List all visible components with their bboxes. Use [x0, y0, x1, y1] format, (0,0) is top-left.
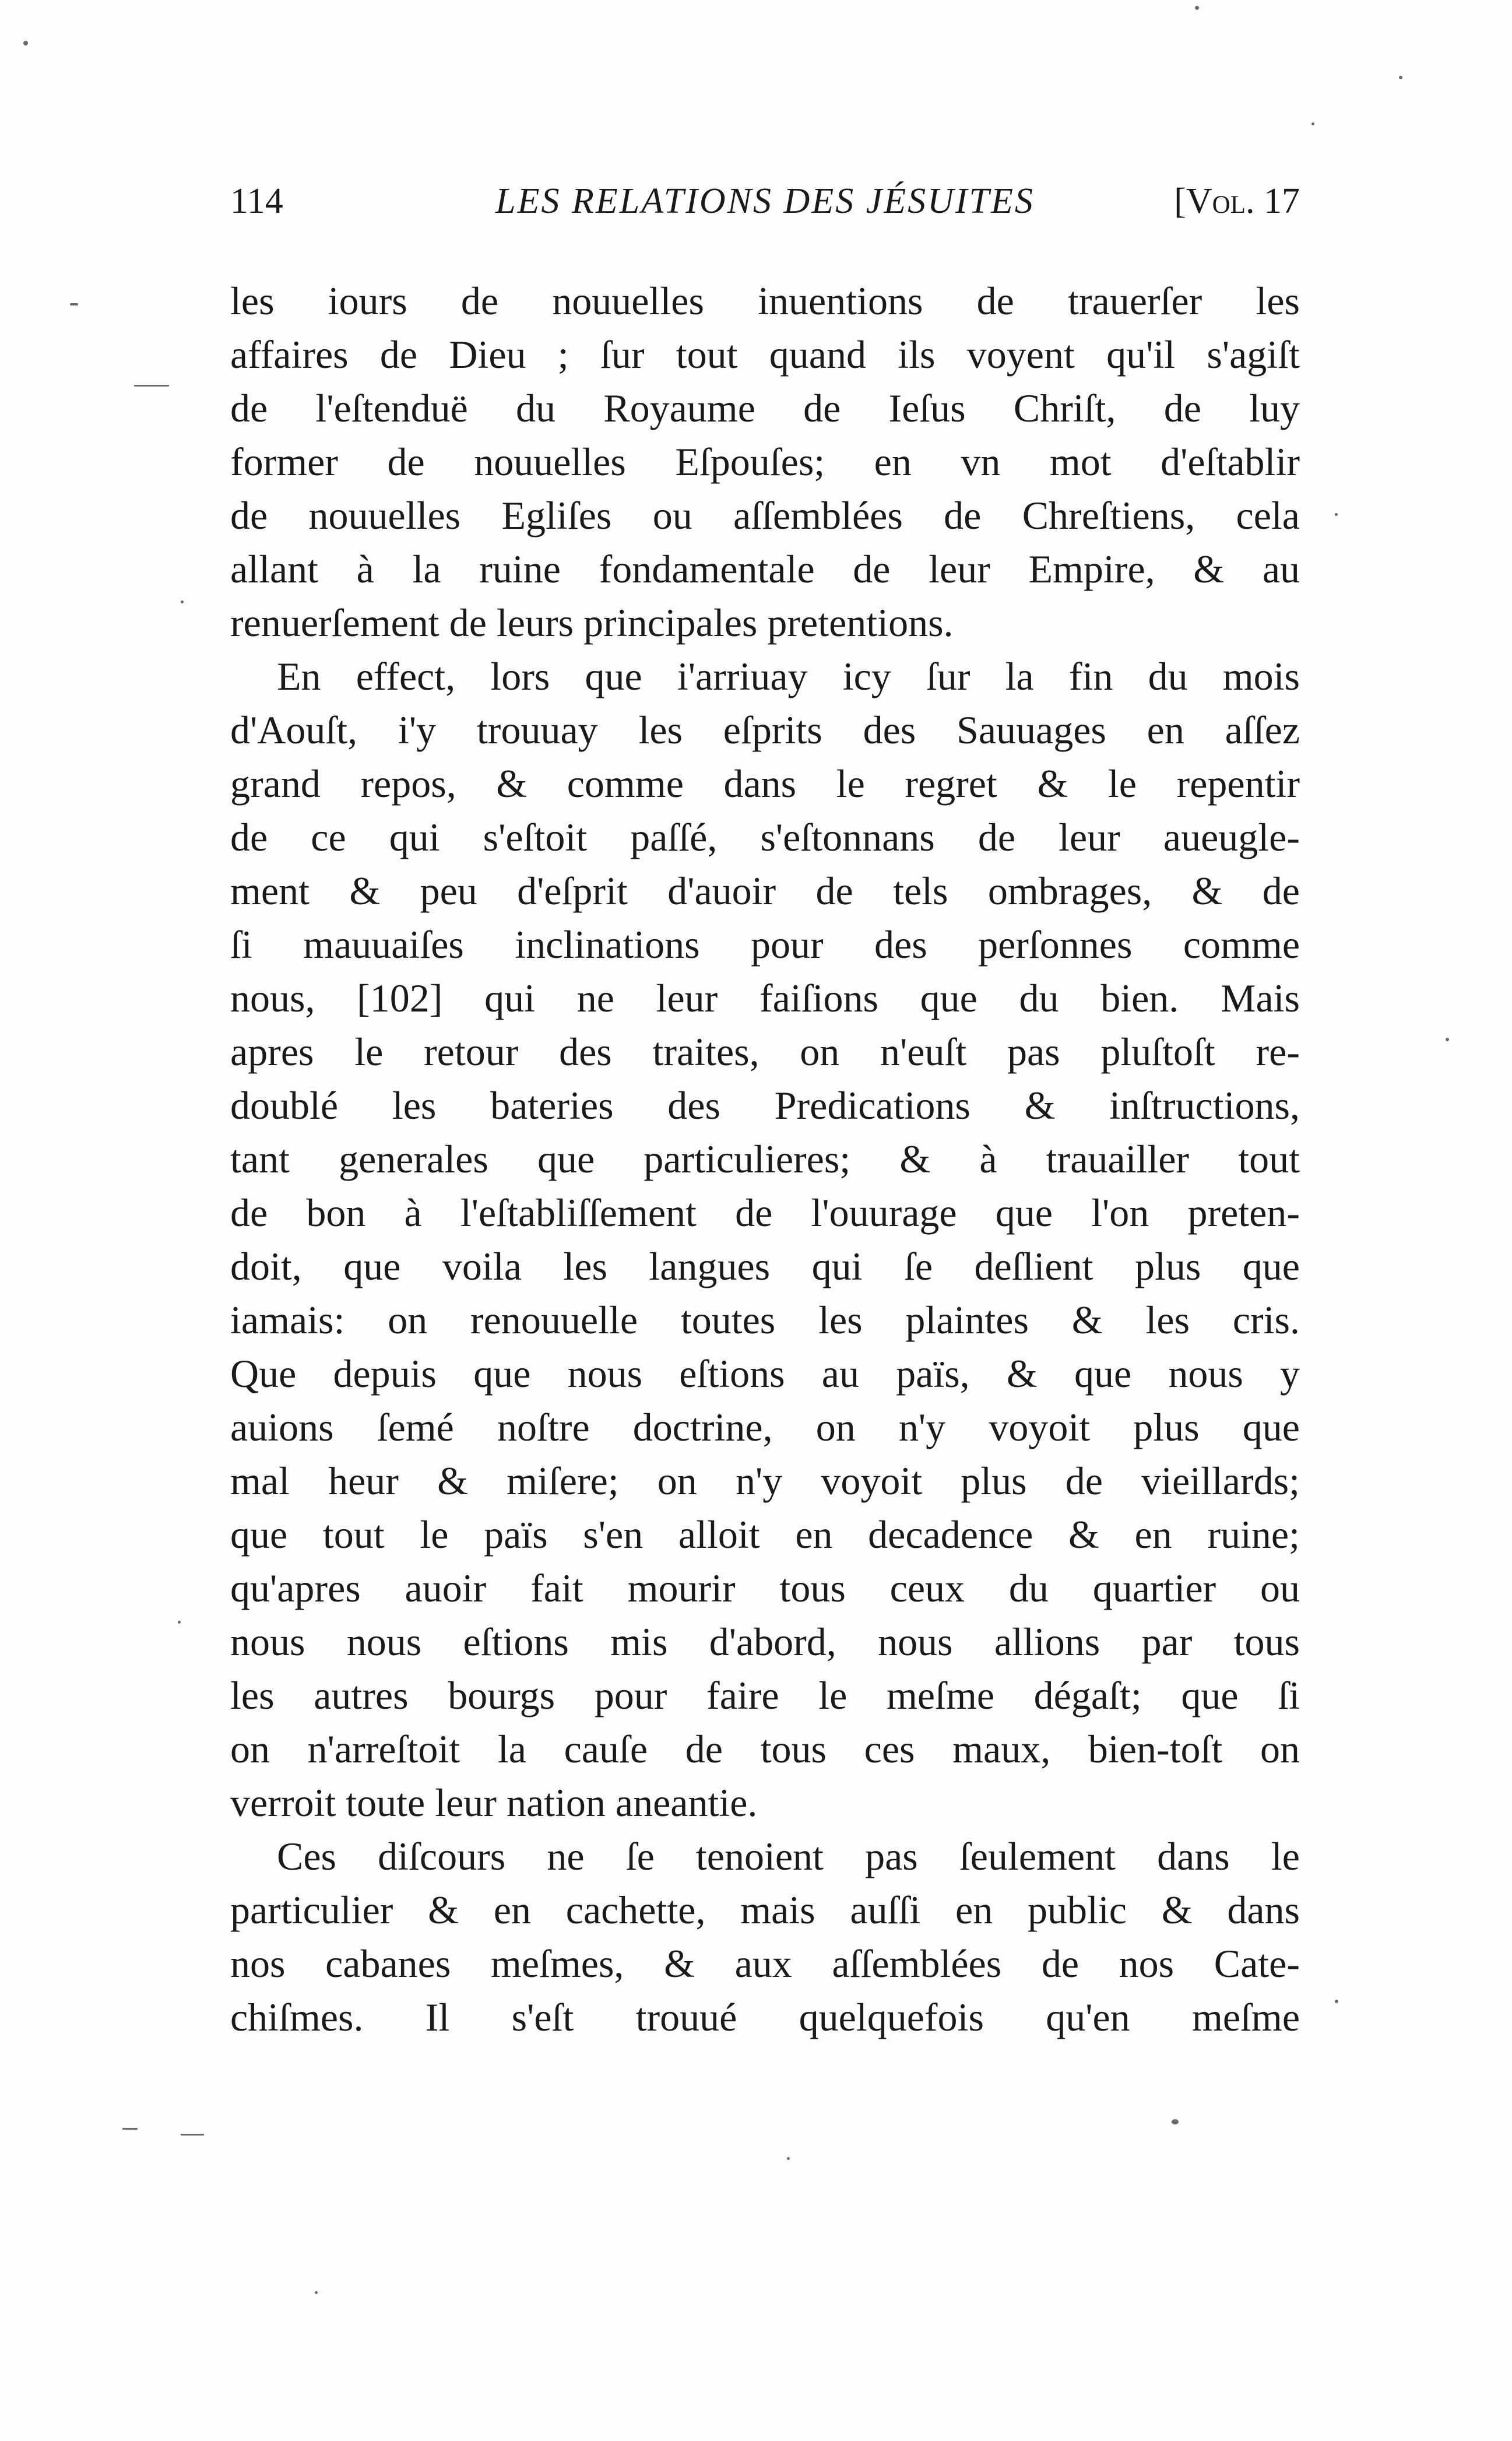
- text-line: nous, [102] qui ne leur faiſions que du bien. Mais: [230, 976, 1300, 1020]
- scan-speck: [1446, 1038, 1449, 1041]
- text-line: d'Aouſt, i'y trouuay les eſprits des Sauuages en aſſez: [230, 708, 1300, 752]
- text-line: Que depuis que nous eſtions au païs, & que nous y: [230, 1351, 1300, 1396]
- paragraph: [230, 649, 1300, 1829]
- text-line: grand repos, & comme dans le regret & le repentir: [230, 761, 1300, 806]
- text-line: de l'eſtenduë du Royaume de Ieſus Chriſt, de luy: [230, 386, 1300, 430]
- text-line: ment & peu d'eſprit d'auoir de tels ombrages, & de: [230, 869, 1300, 913]
- text-line: ſi mauuaiſes inclinations pour des perſonnes comme: [230, 922, 1300, 967]
- scan-speck: [23, 41, 28, 45]
- text-line: doit, que voila les langues qui ſe deſlient plus que: [230, 1244, 1300, 1288]
- text-line: les iours de nouuelles inuentions de trauerſer les: [230, 279, 1300, 323]
- scan-speck: [315, 2291, 318, 2294]
- paragraph: [230, 1829, 1300, 2044]
- text-line: affaires de Dieu ; ſur tout quand ils voyent qu'il s'agiſt: [230, 332, 1300, 377]
- text-line: particulier & en cachette, mais auſſi en public & dans: [230, 1888, 1300, 1932]
- text-line: mal heur & miſere; on n'y voyoit plus de vieillards;: [230, 1459, 1300, 1503]
- scan-speck: [1195, 6, 1199, 10]
- text-line: doublé les bateries des Predications & inſtructions,: [230, 1083, 1300, 1128]
- scan-speck: [1399, 76, 1402, 79]
- text-line: former de nouuelles Eſpouſes; en vn mot d'eſtablir: [230, 440, 1300, 484]
- running-head: [230, 175, 1300, 227]
- text-line: nos cabanes meſmes, & aux aſſemblées de nos Cate-: [230, 1941, 1300, 1986]
- text-line: iamais: on renouuelle toutes les plaintes & les cris.: [230, 1298, 1300, 1342]
- text-line: tant generales que particulieres; & à trauailler tout: [230, 1137, 1300, 1181]
- scan-speck: [1335, 2000, 1338, 2003]
- text-line: auions ſemé noſtre doctrine, on n'y voyoit plus que: [230, 1405, 1300, 1449]
- scan-speck: [1172, 2119, 1179, 2124]
- text-line: que tout le païs s'en alloit en decadence & en ruine;: [230, 1512, 1300, 1557]
- text-line: verroit toute leur nation aneantie.: [230, 1780, 758, 1825]
- text-line: Ces diſcours ne ſe tenoient pas ſeulement dans le: [277, 1834, 1300, 1878]
- scan-speck: [178, 1621, 181, 1624]
- text-line: de ce qui s'eſtoit paſſé, s'eſtonnans de leur aueugle-: [230, 815, 1300, 859]
- paragraph: [230, 274, 1300, 649]
- text-line: apres le retour des traites, on n'euſt pas pluſtoſt re-: [230, 1030, 1300, 1074]
- body-text: [230, 274, 1300, 2044]
- text-line: de nouuelles Egliſes ou aſſemblées de Chreſtiens, cela: [230, 493, 1300, 538]
- volume-label: [Vol. 17: [1174, 181, 1300, 221]
- text-line: allant à la ruine fondamentale de leur Empire, & au: [230, 547, 1300, 591]
- scan-speck: [70, 303, 78, 305]
- scan-speck: [1335, 513, 1338, 516]
- text-line: nous nous eſtions mis d'abord, nous allions par tous: [230, 1620, 1300, 1664]
- scan-speck: [1311, 122, 1314, 125]
- text-line: En effect, lors que i'arriuay icy ſur la fin du mois: [277, 654, 1300, 698]
- text-line: on n'arreſtoit la cauſe de tous ces maux, bien-toſt on: [230, 1727, 1300, 1771]
- text-line: chiſmes. Il s'eſt trouué quelquefois qu'en meſme: [230, 1995, 1300, 2039]
- text-line: de bon à l'eſtabliſſement de l'ouurage que l'on preten-: [230, 1190, 1300, 1235]
- running-title: LES RELATIONS DES JÉSUITES: [495, 181, 1035, 221]
- scan-speck: [787, 2157, 790, 2160]
- scan-speck: [181, 600, 184, 603]
- scan-speck: [134, 385, 169, 387]
- text-line: qu'apres auoir fait mourir tous ceux du quartier ou: [230, 1566, 1300, 1610]
- scan-speck: [122, 2128, 138, 2130]
- text-line: renuerſement de leurs principales pretentions.: [230, 600, 954, 645]
- page-number: 114: [230, 181, 283, 221]
- text-line: les autres bourgs pour faire le meſme dégaſt; que ſi: [230, 1673, 1300, 1718]
- scan-speck: [181, 2134, 204, 2136]
